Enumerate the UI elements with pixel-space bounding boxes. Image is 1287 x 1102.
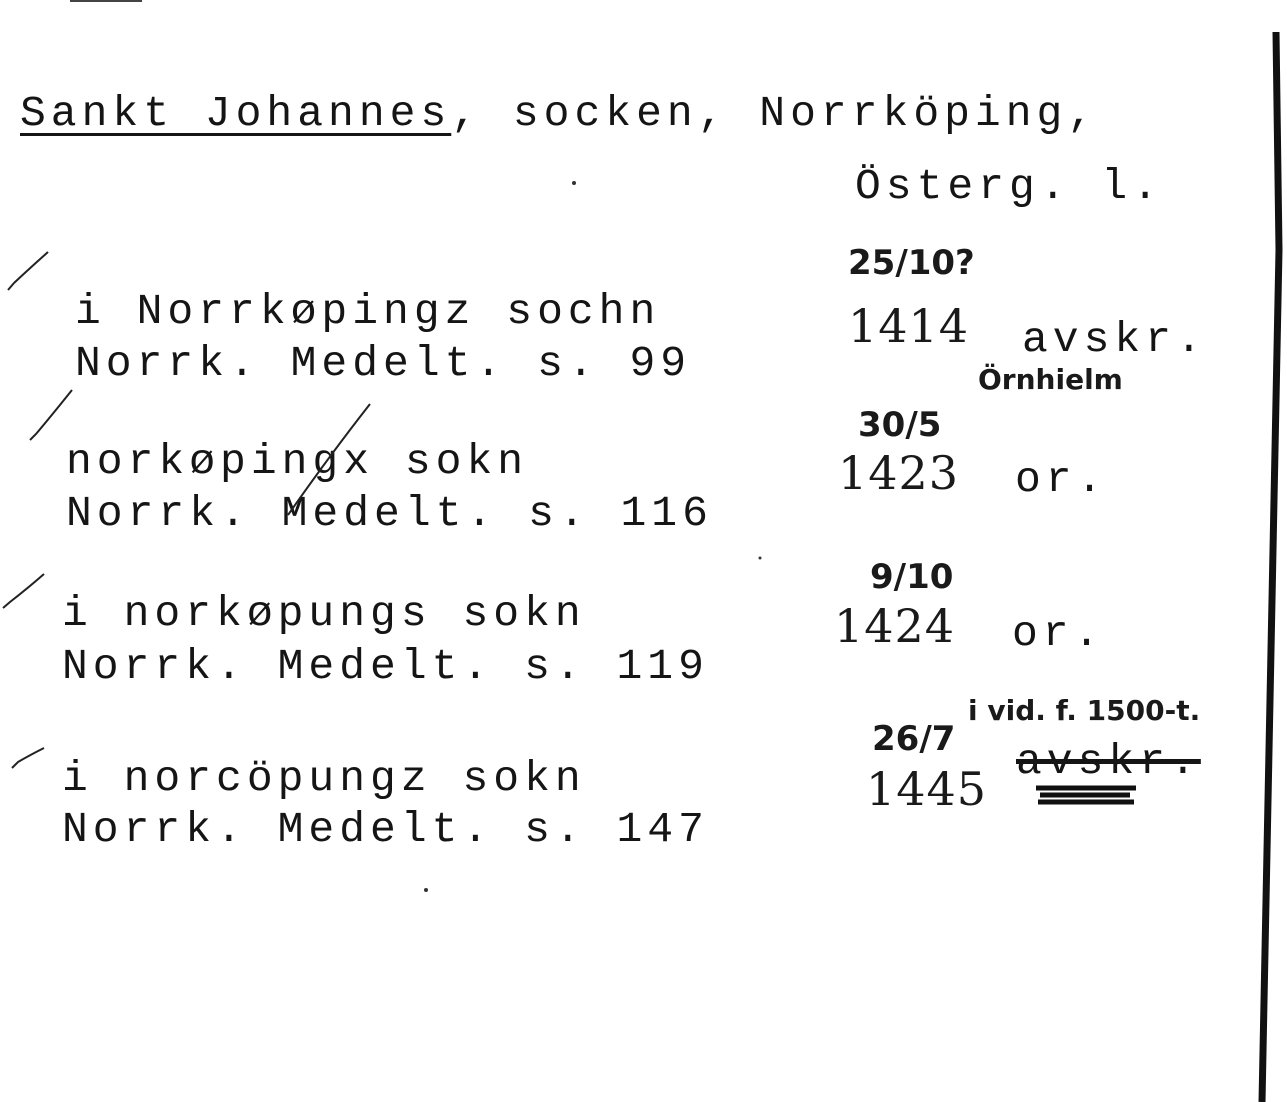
entry-year: 1445: [866, 762, 988, 816]
entry-source: Norrk. Medelt. s. 99: [75, 339, 692, 388]
scribble-mark: [1036, 788, 1136, 802]
entry-type: or.: [1015, 455, 1108, 504]
entry-date: 9/10: [870, 557, 954, 597]
entry-date: 26/7: [872, 719, 956, 759]
parish-name: Sankt Johannes: [20, 89, 452, 138]
card-edge-line: [1262, 32, 1279, 1102]
heading-county: Österg. l.: [855, 162, 1164, 211]
entry-year: 1414: [848, 299, 970, 353]
entry-year: 1423: [838, 446, 960, 500]
entry-note: Örnhielm: [978, 363, 1123, 396]
entry-note: i vid. f. 1500-t.: [968, 694, 1201, 727]
entry-form: norkøpingx sokn: [66, 437, 529, 486]
heading-rest: , socken, Norrköping,: [451, 89, 1099, 138]
entry-form: i norcöpungz sokn: [62, 754, 586, 803]
entry-form: i norkøpungs sokn: [62, 589, 586, 638]
checkmark-icon: [12, 748, 44, 768]
entry-source: Norrk. Medelt. s. 147: [62, 805, 709, 854]
entry-form: i Norrkøpingz sochn: [75, 287, 661, 336]
entry-source: Norrk. Medelt. s. 119: [62, 642, 709, 691]
entry-source: Norrk. Medelt. s. 116: [66, 489, 713, 538]
entry-type: avskr.: [1022, 315, 1207, 364]
entry-type: or.: [1012, 609, 1105, 658]
entry-date: 25/10?: [848, 243, 975, 283]
entry-date: 30/5: [858, 405, 942, 445]
checkmark-icon: [3, 574, 44, 608]
checkmark-icon: [30, 390, 72, 440]
entry-type: avskr.: [1016, 737, 1201, 786]
entry-year: 1424: [834, 599, 956, 653]
checkmark-icon: [8, 252, 48, 290]
correction-stroke: [288, 404, 370, 515]
